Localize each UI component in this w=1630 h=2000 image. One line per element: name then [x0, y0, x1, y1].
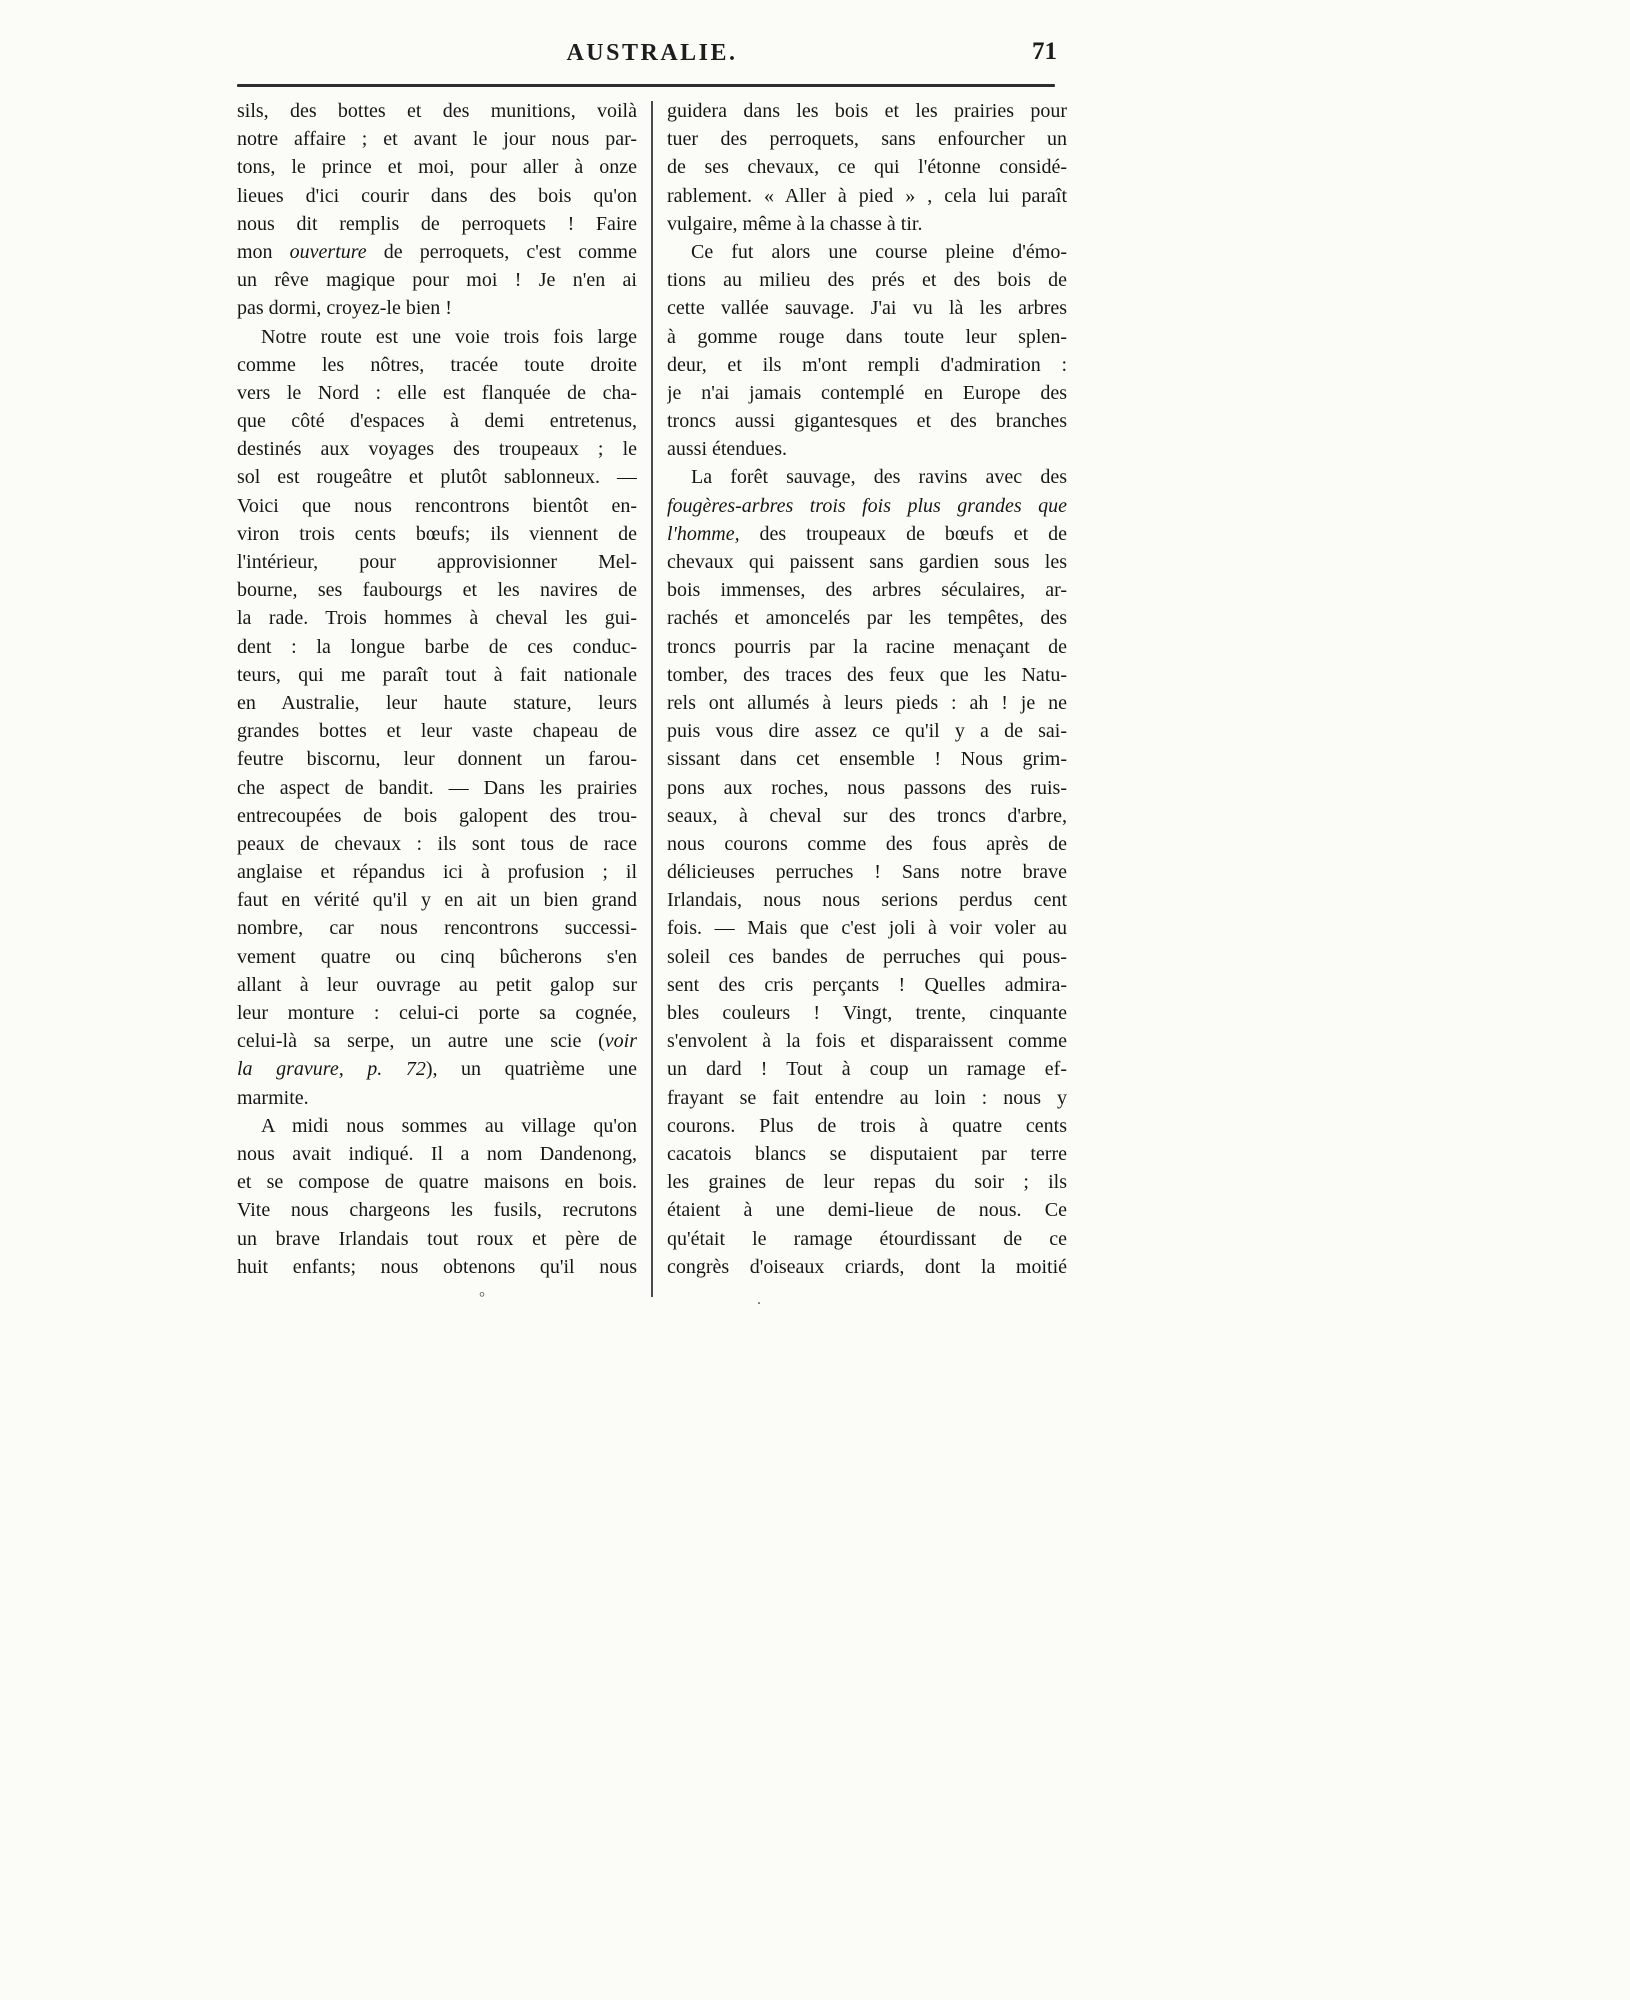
text-line: Notre route est une voie trois fois large — [261, 325, 637, 348]
text-line: sol est rougeâtre et plutôt sablonneux. — — [237, 466, 637, 489]
text-line: sissant dans cet ensemble ! Nous grim- — [667, 748, 1067, 771]
text-line: un rêve magique pour moi ! Je n'en ai — [237, 269, 637, 292]
text-line: soleil ces bandes de perruches qui pous- — [667, 945, 1067, 968]
paragraph — [237, 97, 637, 323]
text-line: l'homme, des troupeaux de bœufs et de — [667, 522, 1067, 545]
text-line: rablement. « Aller à pied » , cela lui paraît — [667, 184, 1067, 207]
text-line: rels ont allumés à leurs pieds : ah ! je ne — [667, 691, 1067, 714]
text-line: Irlandais, nous nous serions perdus cent — [667, 889, 1067, 912]
running-head: AUSTRALIE. — [566, 40, 738, 66]
text-line: troncs aussi gigantesques et des branches — [667, 410, 1067, 433]
text-line: de ses chevaux, ce qui l'étonne considé- — [667, 156, 1067, 179]
text-line: grandes bottes et leur vaste chapeau de — [237, 720, 637, 743]
text-line: vement quatre ou cinq bûcherons s'en — [237, 945, 637, 968]
text-line: cette vallée sauvage. J'ai vu là les arbres — [667, 297, 1067, 320]
text-line: notre affaire ; et avant le jour nous par- — [237, 128, 637, 151]
left-column — [237, 97, 637, 1281]
text-line: pas dormi, croyez-le bien ! — [237, 297, 452, 320]
text-line: un brave Irlandais tout roux et père de — [237, 1227, 637, 1250]
text-line: nous dit remplis de perroquets ! Faire — [237, 212, 637, 235]
text-line: celui-là sa serpe, un autre une scie (voir — [237, 1030, 637, 1053]
text-line: et se compose de quatre maisons en bois. — [237, 1171, 637, 1194]
text-line: que côté d'espaces à demi entretenus, — [237, 410, 637, 433]
text-line: courons. Plus de trois à quatre cents — [667, 1114, 1067, 1137]
text-line: teurs, qui me paraît tout à fait nationale — [237, 663, 637, 686]
text-line: nombre, car nous rencontrons successi- — [237, 917, 637, 940]
text-line: che aspect de bandit. — Dans les prairies — [237, 776, 637, 799]
text-line: tons, le prince et moi, pour aller à onze — [237, 156, 637, 179]
text-line: fougères-arbres trois fois plus grandes que — [667, 494, 1067, 517]
text-line: lieues d'ici courir dans des bois qu'on — [237, 184, 637, 207]
text-line: Ce fut alors une course pleine d'émo- — [691, 240, 1067, 263]
text-line: un dard ! Tout à coup un ramage ef- — [667, 1058, 1067, 1081]
text-line: délicieuses perruches ! Sans notre brave — [667, 861, 1067, 884]
text-line: la gravure, p. 72), un quatrième une — [237, 1058, 637, 1081]
text-line: les graines de leur repas du soir ; ils — [667, 1171, 1067, 1194]
text-line: marmite. — [237, 1086, 309, 1109]
paragraph — [667, 238, 1067, 464]
text-line: la rade. Trois hommes à cheval les gui- — [237, 607, 637, 630]
text-line: La forêt sauvage, des ravins avec des — [691, 466, 1067, 489]
text-line: huit enfants; nous obtenons qu'il nous — [237, 1255, 637, 1278]
text-line: viron trois cents bœufs; ils viennent de — [237, 522, 637, 545]
page-number: 71 — [1032, 38, 1057, 65]
column-divider — [651, 101, 653, 1297]
text-line: seaux, à cheval sur des troncs d'arbre, — [667, 804, 1067, 827]
text-line: rachés et amoncelés par les tempêtes, des — [667, 607, 1067, 630]
text-line: anglaise et répandus ici à profusion ; il — [237, 861, 637, 884]
text-line: frayant se fait entendre au loin : nous y — [667, 1086, 1067, 1109]
text-line: je n'ai jamais contemplé en Europe des — [667, 381, 1067, 404]
text-line: faut en vérité qu'il y en ait un bien grand — [237, 889, 637, 912]
header-rule — [237, 84, 1055, 87]
text-line: leur monture : celui-ci porte sa cognée, — [237, 1002, 637, 1024]
text-line: congrès d'oiseaux criards, dont la moitié — [667, 1255, 1067, 1278]
text-line: A midi nous sommes au village qu'on — [261, 1114, 637, 1137]
text-line: sils, des bottes et des munitions, voilà — [237, 100, 637, 122]
text-line: vulgaire, même à la chasse à tir. — [667, 212, 923, 235]
text-line: fois. — Mais que c'est joli à voir voler au — [667, 917, 1067, 940]
text-line: étaient à une demi-lieue de nous. Ce — [667, 1199, 1067, 1222]
text-line: peaux de chevaux : ils sont tous de race — [237, 832, 637, 855]
text-line: l'intérieur, pour approvisionner Mel- — [237, 551, 637, 573]
text-line: bles couleurs ! Vingt, trente, cinquante — [667, 1002, 1067, 1024]
paragraph — [237, 323, 637, 1112]
text-line: Vite nous chargeons les fusils, recrutons — [237, 1199, 637, 1222]
paragraph — [667, 463, 1067, 1280]
text-line: cacatois blancs se disputaient par terre — [667, 1142, 1067, 1165]
text-columns — [237, 97, 1067, 1297]
text-line: vers le Nord : elle est flanquée de cha- — [237, 381, 637, 404]
text-line: en Australie, leur haute stature, leurs — [237, 691, 637, 714]
paragraph — [667, 97, 1067, 238]
text-line: pons aux roches, nous passons des ruis- — [667, 776, 1067, 799]
paragraph — [237, 1112, 637, 1281]
text-line: entrecoupées de bois galopent des trou- — [237, 804, 637, 827]
text-line: allant à leur ouvrage au petit galop sur — [237, 973, 637, 996]
text-line: tions au milieu des prés et des bois de — [667, 269, 1067, 292]
text-line: nous courons comme des fous après de — [667, 832, 1067, 855]
text-line: tomber, des traces des feux que les Natu- — [667, 663, 1067, 686]
text-line: aussi étendues. — [667, 438, 787, 461]
text-line: bois immenses, des arbres séculaires, ar- — [667, 579, 1067, 602]
text-line: puis vous dire assez ce qu'il y a de sai- — [667, 720, 1067, 743]
text-line: à gomme rouge dans toute leur splen- — [667, 325, 1067, 348]
text-line: troncs pourris par la racine menaçant de — [667, 635, 1067, 658]
text-line: deur, et ils m'ont rempli d'admiration : — [667, 353, 1067, 376]
text-line: chevaux qui paissent sans gardien sous les — [667, 551, 1067, 573]
text-line: guidera dans les bois et les prairies pour — [667, 100, 1067, 122]
text-line: sent des cris perçants ! Quelles admira- — [667, 973, 1067, 996]
scan-speck: . — [757, 1291, 761, 1308]
text-line: dent : la longue barbe de ces conduc- — [237, 635, 637, 658]
text-line: s'envolent à la fois et disparaissent comme — [667, 1030, 1067, 1053]
text-line: Voici que nous rencontrons bientôt en- — [237, 494, 637, 517]
text-line: comme les nôtres, tracée toute droite — [237, 353, 637, 376]
text-line: qu'était le ramage étourdissant de ce — [667, 1227, 1067, 1250]
text-line: destinés aux voyages des troupeaux ; le — [237, 438, 637, 461]
text-line: nous avait indiqué. Il a nom Dandenong, — [237, 1142, 637, 1165]
text-line: bourne, ses faubourgs et les navires de — [237, 579, 637, 602]
text-line: feutre biscornu, leur donnent un farou- — [237, 748, 637, 771]
scan-speck: ° — [479, 1290, 485, 1306]
text-line: tuer des perroquets, sans enfourcher un — [667, 128, 1067, 151]
text-line: mon ouverture de perroquets, c'est comme — [237, 240, 637, 263]
right-column — [667, 97, 1067, 1281]
